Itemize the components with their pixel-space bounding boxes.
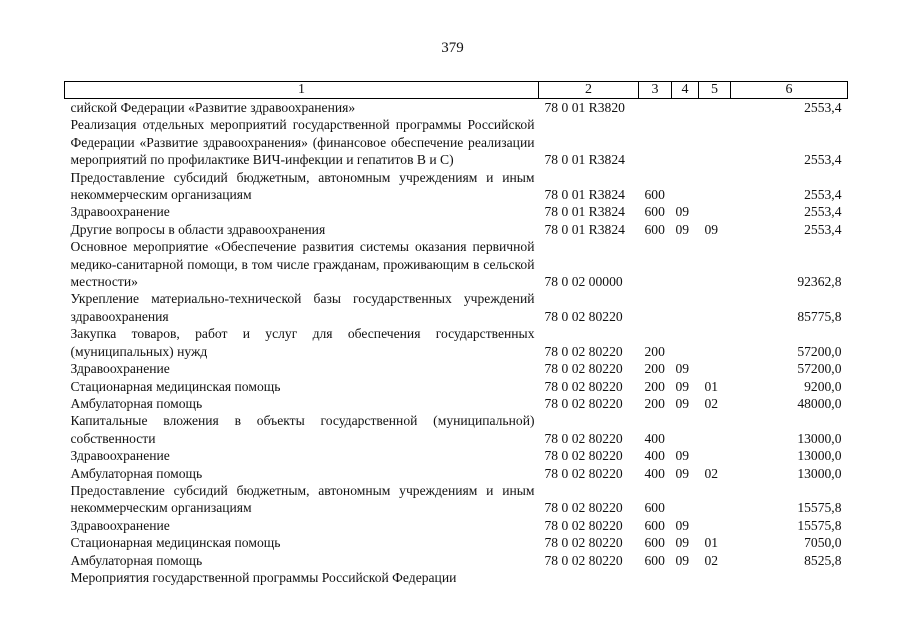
row-name: Стационарная медицинская помощь xyxy=(70,378,281,394)
row-amount: 9200,0 xyxy=(804,378,842,394)
row-expense-type: 600 xyxy=(644,500,665,516)
table-row xyxy=(65,412,848,447)
row-section: 09 xyxy=(675,204,690,220)
row-code: 78 0 02 80220 xyxy=(544,552,623,568)
row-subsection xyxy=(699,412,731,447)
table-row xyxy=(65,395,848,412)
row-code: 78 0 02 80220 xyxy=(544,361,623,377)
table-row xyxy=(65,517,848,534)
row-expense-type: 200 xyxy=(644,343,665,359)
row-code: 78 0 02 80220 xyxy=(544,535,623,551)
row-code: 78 0 02 80220 xyxy=(544,430,623,446)
row-subsection xyxy=(699,203,731,220)
row-subsection xyxy=(699,325,731,360)
row-expense-type: 600 xyxy=(644,535,665,551)
row-name: Амбулаторная помощь xyxy=(70,552,203,568)
row-section: 09 xyxy=(675,361,690,377)
row-section xyxy=(672,116,699,168)
table-row xyxy=(65,482,848,517)
row-name: Укрепление материально-технической базы государственных учреждений здравоохранения xyxy=(70,291,535,324)
row-subsection: 02 xyxy=(704,395,719,411)
row-amount: 15575,8 xyxy=(797,500,842,516)
row-amount: 2553,4 xyxy=(804,204,842,220)
row-expense-type: 400 xyxy=(644,448,665,464)
row-expense-type xyxy=(639,99,672,117)
table-row xyxy=(65,238,848,290)
row-expense-type xyxy=(639,290,672,325)
row-section: 09 xyxy=(675,535,690,551)
row-expense-type: 600 xyxy=(644,187,665,203)
row-amount: 57200,0 xyxy=(797,361,842,377)
row-expense-type xyxy=(639,569,672,586)
row-amount: 8525,8 xyxy=(804,552,842,568)
row-expense-type: 200 xyxy=(644,395,665,411)
row-amount: 13000,0 xyxy=(797,448,842,464)
row-section: 09 xyxy=(675,395,690,411)
row-subsection xyxy=(699,569,731,586)
row-code: 78 0 02 80220 xyxy=(544,395,623,411)
row-expense-type: 200 xyxy=(644,361,665,377)
row-amount: 57200,0 xyxy=(797,343,842,359)
row-subsection: 01 xyxy=(704,378,719,394)
table-row xyxy=(65,99,848,117)
row-amount: 85775,8 xyxy=(797,308,842,324)
page-number: 379 xyxy=(441,40,464,56)
row-code: 78 0 01 R3824 xyxy=(544,221,625,237)
header-col-2: 2 xyxy=(539,82,639,99)
budget-table xyxy=(64,81,848,586)
row-amount: 2553,4 xyxy=(804,221,842,237)
header-col-6: 6 xyxy=(731,82,848,99)
row-amount: 7050,0 xyxy=(804,535,842,551)
row-section xyxy=(672,238,699,290)
header-col-4: 4 xyxy=(672,82,699,99)
row-expense-type: 600 xyxy=(644,221,665,237)
row-subsection: 02 xyxy=(704,552,719,568)
header-col-5: 5 xyxy=(699,82,731,99)
row-name: Закупка товаров, работ и услуг для обеспечения государственных (муниципальных) нужд xyxy=(70,326,535,359)
table-row xyxy=(65,360,848,377)
row-section xyxy=(672,99,699,117)
header-col-3: 3 xyxy=(639,82,672,99)
row-name: Здравоохранение xyxy=(70,361,170,377)
row-code: 78 0 02 80220 xyxy=(544,343,623,359)
table-row xyxy=(65,569,848,586)
row-amount: 2553,4 xyxy=(804,152,842,168)
row-subsection: 02 xyxy=(704,465,719,481)
row-code: 78 0 01 R3824 xyxy=(544,187,625,203)
row-name: Предоставление субсидий бюджетным, автономным учреждениям и иным некоммерческим организациям xyxy=(70,482,535,516)
row-name: Амбулаторная помощь xyxy=(70,395,203,411)
row-subsection xyxy=(699,482,731,517)
row-section xyxy=(672,169,699,204)
table-row xyxy=(65,465,848,482)
row-code: 78 0 02 80220 xyxy=(544,448,623,464)
table-row xyxy=(65,552,848,569)
row-section: 09 xyxy=(675,448,690,464)
row-section xyxy=(672,290,699,325)
row-code: 78 0 02 80220 xyxy=(544,465,623,481)
row-subsection xyxy=(699,169,731,204)
row-amount: 15575,8 xyxy=(797,517,842,533)
row-expense-type: 600 xyxy=(644,552,665,568)
row-subsection xyxy=(699,360,731,377)
row-code: 78 0 02 80220 xyxy=(544,378,623,394)
row-amount: 92362,8 xyxy=(797,274,842,290)
row-subsection: 09 xyxy=(704,221,719,237)
row-name: Мероприятия государственной программы Российской Федерации xyxy=(70,569,457,585)
row-subsection xyxy=(699,447,731,464)
row-name: Реализация отдельных мероприятий государственной программы Российской Федерации «Развитие здравоохранения» (финансовое обеспечение реализации мероприятий по профилактике ВИЧ-инфекции и гепатитов В и С) xyxy=(70,117,535,168)
table-row xyxy=(65,447,848,464)
row-section xyxy=(672,482,699,517)
row-name: Предоставление субсидий бюджетным, автономным учреждениям и иным некоммерческим организациям xyxy=(70,169,535,203)
row-amount xyxy=(731,569,848,586)
row-section: 09 xyxy=(675,378,690,394)
row-code: 78 0 02 80220 xyxy=(544,500,623,516)
row-name: Здравоохранение xyxy=(70,517,170,533)
table-row xyxy=(65,203,848,220)
row-subsection xyxy=(699,290,731,325)
header-col-1: 1 xyxy=(65,82,539,99)
row-expense-type xyxy=(639,238,672,290)
row-amount: 2553,4 xyxy=(804,187,842,203)
row-section xyxy=(672,412,699,447)
table-row xyxy=(65,325,848,360)
table-body xyxy=(65,99,848,587)
row-code xyxy=(539,569,639,586)
row-expense-type: 400 xyxy=(644,465,665,481)
table-row xyxy=(65,290,848,325)
row-name: Здравоохранение xyxy=(70,204,170,220)
row-section: 09 xyxy=(675,221,690,237)
table-row xyxy=(65,378,848,395)
row-name: Амбулаторная помощь xyxy=(70,465,203,481)
row-subsection xyxy=(699,238,731,290)
row-amount: 48000,0 xyxy=(797,395,842,411)
row-section xyxy=(672,569,699,586)
row-expense-type xyxy=(639,116,672,168)
row-amount: 13000,0 xyxy=(797,430,842,446)
row-section xyxy=(672,325,699,360)
row-name: Другие вопросы в области здравоохранения xyxy=(70,221,326,237)
row-code: 78 0 02 80220 xyxy=(544,308,623,324)
row-name: сийской Федерации «Развитие здравоохранения» xyxy=(70,100,356,115)
table-row xyxy=(65,534,848,551)
table-header xyxy=(65,82,848,99)
row-code: 78 0 01 R3824 xyxy=(544,204,625,220)
table-row xyxy=(65,169,848,204)
row-section: 09 xyxy=(675,552,690,568)
row-expense-type: 400 xyxy=(644,430,665,446)
row-section: 09 xyxy=(675,517,690,533)
row-section: 09 xyxy=(675,465,690,481)
row-expense-type: 600 xyxy=(644,204,665,220)
row-subsection: 01 xyxy=(704,535,719,551)
row-amount: 13000,0 xyxy=(797,465,842,481)
row-subsection xyxy=(699,517,731,534)
row-code: 78 0 01 R3824 xyxy=(544,152,625,168)
row-expense-type: 200 xyxy=(644,378,665,394)
row-name: Здравоохранение xyxy=(70,448,170,464)
row-subsection xyxy=(699,116,731,168)
row-name: Стационарная медицинская помощь xyxy=(70,535,281,551)
row-code: 78 0 02 00000 xyxy=(544,274,623,290)
header-row xyxy=(65,82,848,99)
table-row xyxy=(65,221,848,238)
row-code: 78 0 02 80220 xyxy=(544,517,623,533)
row-amount: 2553,4 xyxy=(804,100,842,115)
row-name: Капитальные вложения в объекты государственной (муниципальной) собственности xyxy=(70,413,535,446)
row-name: Основное мероприятие «Обеспечение развития системы оказания первичной медико-санитарной помощи, в том числе гражданам, проживающим в сельской местности» xyxy=(70,239,535,290)
row-expense-type: 600 xyxy=(644,517,665,533)
row-subsection xyxy=(699,99,731,117)
table-row xyxy=(65,116,848,168)
row-code: 78 0 01 R3820 xyxy=(544,100,625,115)
